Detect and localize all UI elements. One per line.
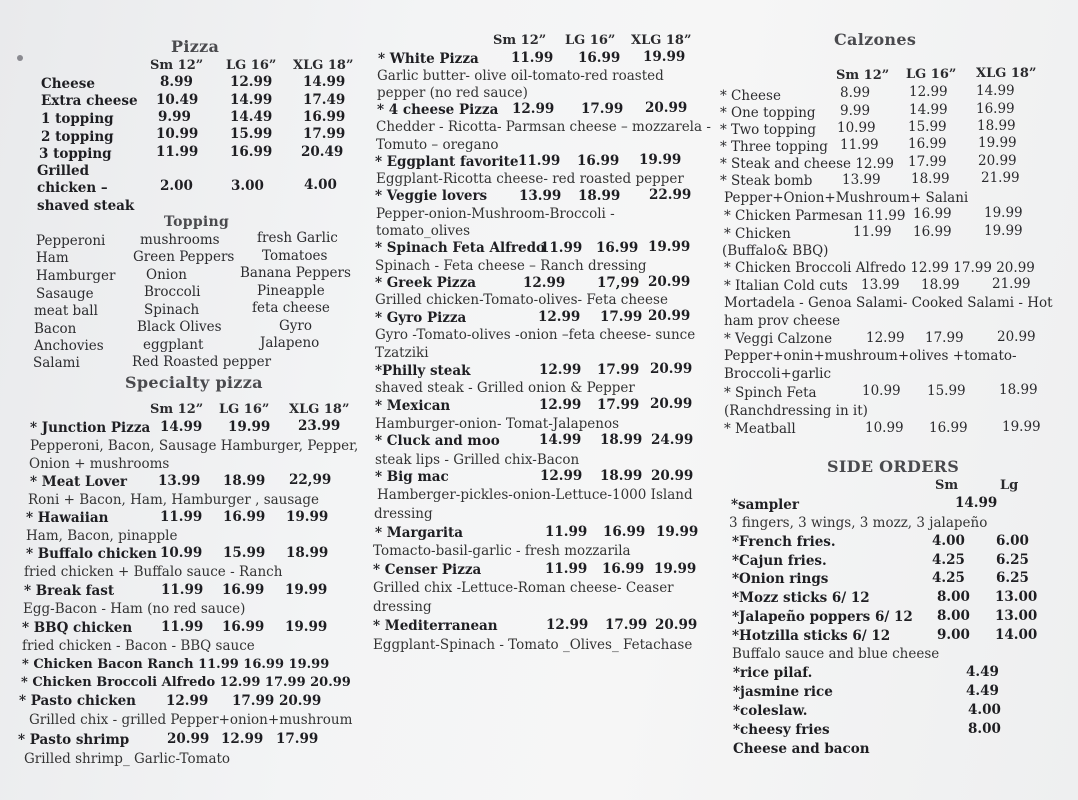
calzone-price: 16.99 xyxy=(976,101,1015,117)
middle-item-name: *Philly steak xyxy=(375,363,471,379)
side-name: *Cajun fries. xyxy=(732,553,827,569)
calzone-price: 13.99 xyxy=(861,277,900,293)
calzone-price: 9.99 xyxy=(840,103,871,119)
calzone-price: 15.99 xyxy=(908,119,947,135)
middle-price: 16.99 xyxy=(602,561,645,577)
specialty-item-name: * Pasto chicken xyxy=(19,693,136,709)
pizza-price: 8.99 xyxy=(160,74,193,90)
topping-item: Broccoli xyxy=(144,284,201,300)
calzone-price: 10.99 xyxy=(837,120,876,136)
side-price: 14.00 xyxy=(995,627,1038,643)
calzone-name: * Italian Cold cuts xyxy=(724,278,848,294)
topping-item: Jalapeno xyxy=(260,335,320,351)
pizza-size-xlg: XLG 18” xyxy=(293,58,354,73)
calzone-price: 18.99 xyxy=(921,277,960,293)
specialty-price: 16.99 xyxy=(223,509,266,525)
specialty-price: 12.99 xyxy=(221,731,264,747)
specialty-price: 19.99 xyxy=(286,509,329,525)
topping-item: Gyro xyxy=(279,318,312,334)
middle-desc: shaved steak - Grilled onion & Pepper xyxy=(375,380,635,396)
calzones-size-xlg: XLG 18” xyxy=(976,66,1037,81)
middle-item-name: * Gyro Pizza xyxy=(375,310,467,326)
middle-price: 17.99 xyxy=(597,362,640,378)
middle-item-name: * Greek Pizza xyxy=(375,275,476,291)
topping-title: Topping xyxy=(164,214,230,230)
side-name: *jasmine rice xyxy=(733,684,833,700)
calzone-name: * Veggi Calzone xyxy=(724,331,833,347)
topping-item: eggplant xyxy=(143,337,204,353)
pizza-price: 12.99 xyxy=(230,74,273,90)
calzones-size-lg: LG 16” xyxy=(906,67,957,82)
middle-price: 11.99 xyxy=(545,524,588,540)
calzone-price: 12.99 xyxy=(866,330,905,346)
calzone-desc: ham prov cheese xyxy=(724,313,841,329)
calzone-price: 17.99 xyxy=(908,154,947,170)
middle-desc: Garlic butter- olive oil-tomato-red roasted xyxy=(377,68,664,84)
calzone-price: 19.99 xyxy=(984,205,1023,221)
topping-item: Tomatoes xyxy=(262,248,328,264)
calzone-name: * Three topping xyxy=(720,139,828,155)
specialty-size-sm: Sm 12” xyxy=(150,402,204,417)
calzone-name: * Spinch Feta xyxy=(724,385,817,401)
pizza-row-name: shaved steak xyxy=(37,198,135,214)
calzone-price: 21.99 xyxy=(981,170,1020,186)
calzone-desc: (Ranchdressing in it) xyxy=(724,403,868,419)
middle-price: 12.99 xyxy=(539,362,582,378)
sides-size-lg: Lg xyxy=(1000,478,1019,493)
middle-price: 16.99 xyxy=(577,153,620,169)
calzone-price: 11.99 xyxy=(840,137,879,153)
calzone-price: 20.99 xyxy=(978,153,1017,169)
pizza-price: 15.99 xyxy=(230,126,273,142)
pizza-price: 3.00 xyxy=(231,178,264,194)
middle-desc: steak lips - Grilled chix-Bacon xyxy=(375,452,580,468)
middle-desc: pepper (no red sauce) xyxy=(377,85,528,101)
side-price: 8.00 xyxy=(968,721,1001,737)
middle-price: 19.99 xyxy=(648,239,691,255)
side-price: 6.25 xyxy=(996,570,1029,586)
topping-item: Onion xyxy=(146,267,187,283)
pizza-row-name: Extra cheese xyxy=(41,93,138,109)
specialty-item-name: * Buffalo chicken xyxy=(26,546,157,562)
middle-item-name: * 4 cheese Pizza xyxy=(377,102,499,118)
calzone-price: 18.99 xyxy=(977,118,1016,134)
side-name: *cheesy fries xyxy=(733,722,830,738)
specialty-desc: Grilled shrimp_ Garlic-Tomato xyxy=(24,751,231,767)
middle-price: 17.99 xyxy=(605,617,648,633)
specialty-price: 11.99 xyxy=(161,619,204,635)
middle-price: 16.99 xyxy=(596,240,639,256)
topping-item: Red Roasted pepper xyxy=(132,354,272,370)
middle-price: 19.99 xyxy=(656,524,699,540)
specialty-price: 15.99 xyxy=(223,545,266,561)
pizza-price: 10.99 xyxy=(156,126,199,142)
side-name: *Mozz sticks 6/ 12 xyxy=(732,590,870,606)
specialty-price: 13.99 xyxy=(158,473,201,489)
calzone-price: 16.99 xyxy=(913,206,952,222)
middle-size-lg: LG 16” xyxy=(565,33,616,48)
calzone-price: 18.99 xyxy=(911,171,950,187)
specialty-item-name: * Chicken Broccoli Alfredo 12.99 17.99 20.99 xyxy=(21,675,351,690)
topping-item: Pineapple xyxy=(257,283,325,299)
middle-price: 11.99 xyxy=(511,50,554,66)
side-price: 13.00 xyxy=(995,589,1038,605)
middle-desc: Grilled chix -Lettuce-Roman cheese- Ceaser xyxy=(373,580,674,596)
specialty-desc: Onion + mushrooms xyxy=(29,456,170,472)
calzone-desc: Pepper+Onion+Mushroum+ Salani xyxy=(724,190,969,206)
pizza-price: 17.49 xyxy=(303,92,346,108)
side-price: 14.99 xyxy=(955,495,998,511)
side-desc: Buffalo sauce and blue cheese xyxy=(732,646,940,662)
calzone-price: 21.99 xyxy=(992,276,1031,292)
middle-price: 18.99 xyxy=(600,432,643,448)
specialty-desc: Pepperoni, Bacon, Sausage Hamburger, Pepper, xyxy=(30,438,359,454)
middle-price: 13.99 xyxy=(519,188,562,204)
calzones-title: Calzones xyxy=(834,30,917,49)
specialty-desc: fried chicken - Bacon - BBQ sauce xyxy=(22,638,255,654)
pizza-price: 14.99 xyxy=(230,92,273,108)
calzone-price: 16.99 xyxy=(908,136,947,152)
calzone-price: 19.99 xyxy=(978,135,1017,151)
calzone-price: 12.99 xyxy=(909,84,948,100)
specialty-desc: fried chicken + Buffalo sauce - Ranch xyxy=(24,564,283,580)
middle-price: 11.99 xyxy=(518,153,561,169)
pizza-row-name: chicken – xyxy=(37,180,108,196)
specialty-price: 20.99 xyxy=(167,731,210,747)
middle-price: 16.99 xyxy=(578,50,621,66)
middle-desc: dressing xyxy=(374,506,433,522)
sides-size-sm: Sm xyxy=(935,478,959,493)
middle-price: 18.99 xyxy=(578,188,621,204)
middle-item-name: * Spinach Feta Alfredo xyxy=(375,240,546,256)
calzone-price: 20.99 xyxy=(997,329,1036,345)
pizza-price: 16.99 xyxy=(303,109,346,125)
pizza-price: 14.99 xyxy=(303,74,346,90)
specialty-price: 18.99 xyxy=(223,473,266,489)
side-name: *French fries. xyxy=(732,534,836,550)
middle-item-name: * Mediterranean xyxy=(373,618,498,634)
middle-item-name: * Cluck and moo xyxy=(375,433,500,449)
pizza-price: 4.00 xyxy=(304,177,337,193)
specialty-price: 10.99 xyxy=(160,545,203,561)
middle-desc: Chedder - Ricotta- Parmsan cheese – mozzarela - xyxy=(376,119,711,135)
calzone-name: * Chicken Broccoli Alfredo 12.99 17.99 20.99 xyxy=(724,260,1035,276)
middle-price: 19.99 xyxy=(639,152,682,168)
specialty-item-name: * Break fast xyxy=(24,583,115,599)
specialty-size-xlg: XLG 18” xyxy=(289,402,350,417)
topping-item: Bacon xyxy=(34,321,77,337)
middle-desc: Eggplant-Ricotta cheese- red roasted pepper xyxy=(376,171,684,187)
calzone-price: 16.99 xyxy=(929,420,968,436)
middle-desc: Eggplant-Spinach - Tomato _Olives_ Fetachase xyxy=(373,637,693,653)
middle-price: 12.99 xyxy=(546,617,589,633)
pizza-price: 16.99 xyxy=(230,144,273,160)
middle-desc: tomato_olives xyxy=(376,223,471,239)
topping-item: Black Olives xyxy=(137,319,222,335)
specialty-price: 19.99 xyxy=(285,582,328,598)
calzone-price: 8.99 xyxy=(840,85,871,101)
specialty-item-name: * Meat Lover xyxy=(30,474,128,490)
side-name: *Hotzilla sticks 6/ 12 xyxy=(732,628,891,644)
calzone-price: 13.99 xyxy=(842,172,881,188)
pizza-row-name: 2 topping xyxy=(41,129,114,145)
specialty-desc: Egg-Bacon - Ham (no red sauce) xyxy=(23,601,246,617)
middle-desc: Spinach - Feta cheese – Ranch dressing xyxy=(375,258,647,274)
specialty-item-name: * Junction Pizza xyxy=(30,420,151,436)
calzone-name: * Steak bomb xyxy=(720,173,813,189)
pizza-row-name: 1 topping xyxy=(41,111,114,127)
sides-title: SIDE ORDERS xyxy=(827,457,960,476)
specialty-title: Specialty pizza xyxy=(125,373,263,392)
topping-item: Ham xyxy=(36,250,69,266)
middle-price: 20.99 xyxy=(655,617,698,633)
middle-price: 17,99 xyxy=(597,275,640,291)
calzone-desc: Pepper+onin+mushroum+olives +tomato- xyxy=(724,348,1017,364)
middle-size-xlg: XLG 18” xyxy=(631,33,692,48)
middle-price: 12.99 xyxy=(512,101,555,117)
calzone-price: 11.99 xyxy=(853,224,892,240)
specialty-price: 16.99 xyxy=(222,619,265,635)
middle-desc: Pepper-onion-Mushroom-Broccoli - xyxy=(376,206,615,222)
middle-desc: Hamburger-onion- Tomat-Jalapenos xyxy=(375,416,620,432)
side-name: *Jalapeño poppers 6/ 12 xyxy=(732,609,913,625)
topping-item: Anchovies xyxy=(34,338,104,354)
pizza-row-name: 3 topping xyxy=(39,146,112,162)
pizza-price: 9.99 xyxy=(158,109,191,125)
specialty-item-name: * BBQ chicken xyxy=(22,620,133,636)
middle-price: 20.99 xyxy=(648,274,691,290)
pizza-row-name: Cheese xyxy=(41,76,95,92)
middle-item-name: * Mexican xyxy=(375,398,451,414)
topping-item: feta cheese xyxy=(252,300,330,316)
pizza-size-sm: Sm 12” xyxy=(150,58,204,73)
specialty-price: 19.99 xyxy=(228,419,271,435)
middle-price: 14.99 xyxy=(539,432,582,448)
side-price: 4.49 xyxy=(966,664,999,680)
pizza-price: 11.99 xyxy=(156,144,199,160)
side-name: *sampler xyxy=(731,497,799,513)
specialty-price: 19.99 xyxy=(285,619,328,635)
calzone-price: 15.99 xyxy=(927,383,966,399)
calzone-name: * Cheese xyxy=(720,88,781,104)
middle-item-name: * Big mac xyxy=(375,469,449,485)
side-price: 13.00 xyxy=(995,608,1038,624)
side-price: 6.00 xyxy=(996,533,1029,549)
calzones-size-sm: Sm 12” xyxy=(836,68,890,83)
middle-desc: Tomacto-basil-garlic - fresh mozzarila xyxy=(373,543,631,559)
specialty-desc: Ham, Bacon, pinapple xyxy=(26,528,178,544)
calzone-desc: (Buffalo& BBQ) xyxy=(722,243,829,259)
middle-item-name: * Margarita xyxy=(375,525,463,541)
side-price: 8.00 xyxy=(937,589,970,605)
pizza-price: 17.99 xyxy=(303,126,346,142)
topping-item: Spinach xyxy=(144,302,200,318)
middle-item-name: * Censer Pizza xyxy=(373,562,482,578)
specialty-price: 18.99 xyxy=(286,545,329,561)
middle-item-name: * Eggplant favorite xyxy=(375,154,519,170)
topping-item: Banana Peppers xyxy=(240,265,351,281)
middle-price: 18.99 xyxy=(600,468,643,484)
middle-price: 22.99 xyxy=(649,187,692,203)
middle-price: 19.99 xyxy=(654,561,697,577)
middle-desc: Hamberger-pickles-onion-Lettuce-1000 Island xyxy=(377,487,693,503)
specialty-price: 22,99 xyxy=(289,472,332,488)
middle-price: 11.99 xyxy=(540,240,583,256)
pizza-size-lg: LG 16” xyxy=(226,58,277,73)
middle-price: 16.99 xyxy=(603,524,646,540)
calzone-price: 14.99 xyxy=(976,83,1015,99)
middle-price: 12.99 xyxy=(540,468,583,484)
side-name: *coleslaw. xyxy=(733,703,808,719)
calzone-desc: Broccoli+garlic xyxy=(724,366,832,382)
side-name: *Onion rings xyxy=(732,571,829,587)
side-price: 4.00 xyxy=(932,533,965,549)
calzone-name: * Steak and cheese 12.99 xyxy=(720,156,894,172)
middle-price: 12.99 xyxy=(523,275,566,291)
pizza-price: 10.49 xyxy=(156,92,199,108)
calzone-price: 18.99 xyxy=(999,382,1038,398)
side-desc: 3 fingers, 3 wings, 3 mozz, 3 jalapeño xyxy=(729,515,988,531)
topping-item: Hamburger xyxy=(36,268,116,284)
specialty-price: 23.99 xyxy=(298,418,341,434)
calzone-name: * Chicken Parmesan 11.99 xyxy=(724,208,906,224)
middle-item-name: * Veggie lovers xyxy=(375,188,488,204)
calzone-price: 10.99 xyxy=(862,383,901,399)
side-desc: Cheese and bacon xyxy=(733,741,870,757)
specialty-desc: Roni + Bacon, Ham, Hamburger , sausage xyxy=(28,492,319,508)
specialty-price: 17.99 xyxy=(276,731,319,747)
specialty-price: 14.99 xyxy=(160,419,203,435)
calzone-price: 14.99 xyxy=(909,102,948,118)
middle-desc: Gyro -Tomato-olives -onion –feta cheese- sunce xyxy=(375,327,696,343)
side-price: 4.25 xyxy=(932,570,965,586)
pizza-price: 14.49 xyxy=(230,109,273,125)
topping-item: Pepperoni xyxy=(36,233,106,249)
specialty-price: 11.99 xyxy=(161,582,204,598)
calzone-name: * Meatball xyxy=(724,421,796,437)
middle-price: 20.99 xyxy=(650,396,693,412)
side-price: 4.00 xyxy=(968,702,1001,718)
middle-price: 17.99 xyxy=(581,101,624,117)
side-name: *rice pilaf. xyxy=(733,665,813,681)
specialty-price: 16.99 xyxy=(222,582,265,598)
topping-item: meat ball xyxy=(34,303,98,319)
calzone-price: 19.99 xyxy=(984,223,1023,239)
specialty-size-lg: LG 16” xyxy=(219,402,270,417)
side-price: 4.25 xyxy=(932,552,965,568)
middle-desc: dressing xyxy=(373,599,432,615)
pizza-title: Pizza xyxy=(171,37,220,56)
calzone-desc: Mortadela - Genoa Salami- Cooked Salami - Hot xyxy=(724,295,1053,311)
middle-desc: Tomuto – oregano xyxy=(376,137,499,153)
topping-item: Salami xyxy=(33,355,80,371)
middle-price: 12.99 xyxy=(538,309,581,325)
middle-price: 12.99 xyxy=(539,397,582,413)
topping-item: fresh Garlic xyxy=(257,230,338,246)
topping-item: Green Peppers xyxy=(133,249,235,265)
specialty-item-name: * Hawaiian xyxy=(26,510,109,526)
calzone-name: * Two topping xyxy=(720,122,817,138)
calzone-name: * Chicken xyxy=(724,226,791,242)
middle-price: 17.99 xyxy=(600,309,643,325)
middle-price: 20.99 xyxy=(650,361,693,377)
calzone-name: * One topping xyxy=(720,105,816,121)
pizza-row-name: Grilled xyxy=(37,163,90,179)
middle-desc: Tzatziki xyxy=(375,345,429,361)
side-price: 6.25 xyxy=(996,552,1029,568)
specialty-desc: Grilled chix - grilled Pepper+onion+mushroum xyxy=(29,712,353,728)
middle-price: 20.99 xyxy=(651,468,694,484)
side-price: 8.00 xyxy=(937,608,970,624)
calzone-price: 10.99 xyxy=(865,420,904,436)
specialty-price: 17.99 20.99 xyxy=(232,693,322,709)
middle-size-sm: Sm 12” xyxy=(493,33,547,48)
pizza-price: 2.00 xyxy=(160,178,193,194)
middle-item-name: * White Pizza xyxy=(378,51,479,67)
specialty-price: 12.99 xyxy=(166,693,209,709)
pin-icon xyxy=(17,55,23,61)
specialty-item-name: * Pasto shrimp xyxy=(18,732,130,748)
middle-price: 20.99 xyxy=(648,308,691,324)
calzone-price: 16.99 xyxy=(913,224,952,240)
middle-price: 19.99 xyxy=(643,49,686,65)
pizza-price: 20.49 xyxy=(301,144,344,160)
middle-price: 24.99 xyxy=(651,432,694,448)
topping-item: Sasauge xyxy=(36,286,94,302)
calzone-price: 17.99 xyxy=(925,330,964,346)
middle-price: 20.99 xyxy=(645,100,688,116)
specialty-price: 11.99 xyxy=(160,509,203,525)
topping-item: mushrooms xyxy=(140,232,220,248)
specialty-item-name: * Chicken Bacon Ranch 11.99 16.99 19.99 xyxy=(22,657,330,672)
middle-desc: Grilled chicken-Tomato-olives- Feta cheese xyxy=(375,292,668,308)
middle-price: 17.99 xyxy=(597,397,640,413)
side-price: 4.49 xyxy=(966,683,999,699)
side-price: 9.00 xyxy=(937,627,970,643)
middle-price: 11.99 xyxy=(545,561,588,577)
calzone-price: 19.99 xyxy=(1002,419,1041,435)
